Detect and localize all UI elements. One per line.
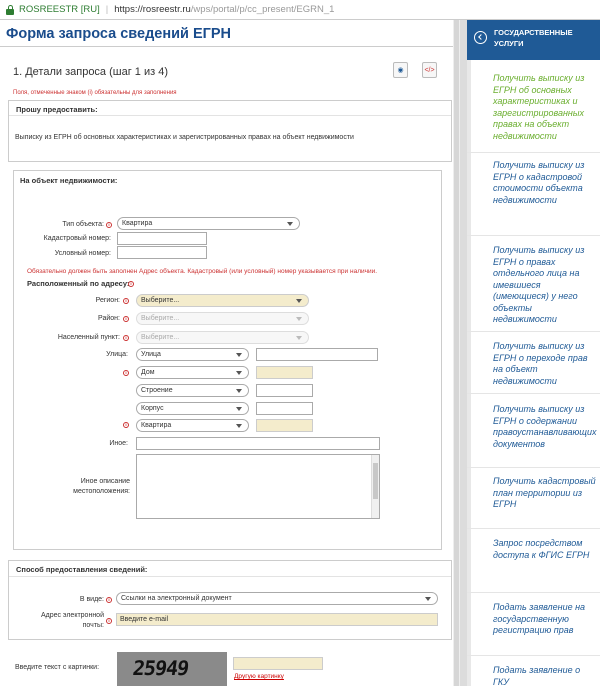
site-identity[interactable]: ROSREESTR [RU] — [19, 4, 100, 15]
address-bar[interactable] — [0, 0, 600, 20]
provide-divider — [9, 115, 451, 116]
provide-text: Выписку из ЕГРН об основных характеристиках и зарегистрированных правах на объект недвижимости — [15, 134, 354, 141]
sidebar-divider — [467, 528, 600, 529]
required-icon: i — [123, 335, 129, 341]
street-type-select[interactable]: Улица — [136, 348, 249, 361]
district-select[interactable]: Выберите... — [136, 312, 309, 325]
delivery-divider — [9, 576, 451, 577]
building-input[interactable] — [256, 384, 313, 397]
required-icon: i — [123, 370, 129, 376]
street-label: Улица: — [106, 351, 128, 358]
sidebar-item-documents[interactable]: Получить выписку из ЕГРН о содержании правоустанавливающих документов — [493, 404, 597, 449]
house-input[interactable] — [256, 366, 313, 379]
captcha-input[interactable] — [233, 657, 323, 670]
required-note: Поля, отмеченные знаком (i) обязательны для заполнения — [13, 90, 177, 96]
cadastral-input[interactable] — [117, 232, 207, 245]
captcha-image: 25949 — [117, 652, 227, 686]
sidebar — [467, 20, 600, 686]
address-warning: Обязательно должен быть заполнен Адрес объекта. Кадастровый (или условный) номер указывается при наличии. — [27, 268, 378, 275]
sidebar-item-fgis-access[interactable]: Запрос посредством доступа к ФГИС ЕГРН — [493, 538, 590, 560]
step-title: 1. Детали запроса (шаг 1 из 4) — [13, 66, 168, 78]
flat-input[interactable] — [256, 419, 313, 432]
sidebar-divider — [467, 592, 600, 593]
other-desc-textarea[interactable] — [136, 454, 380, 519]
conditional-input[interactable] — [117, 246, 207, 259]
cadastral-label: Кадастровый номер: — [43, 235, 111, 242]
url[interactable]: https://rosreestr.ru/wps/portal/p/cc_present/EGRN_1 — [114, 4, 335, 15]
provide-title: Прошу предоставить: — [16, 105, 98, 114]
region-label: Регион: — [95, 297, 120, 304]
required-icon: i — [106, 222, 112, 228]
sidebar-divider — [467, 331, 600, 332]
korpus-type-select[interactable]: Корпус — [136, 402, 249, 415]
required-icon: i — [123, 298, 129, 304]
captcha-label: Введите текст с картинки: — [15, 664, 100, 671]
locality-select[interactable]: Выберите... — [136, 331, 309, 344]
object-title: На объект недвижимости: — [20, 176, 118, 185]
textarea-scrollbar[interactable] — [371, 455, 379, 518]
building-type-select[interactable]: Строение — [136, 384, 249, 397]
flat-type-select[interactable]: Квартира — [136, 419, 249, 432]
lock-icon — [5, 5, 15, 15]
sidebar-header[interactable]: ГОСУДАРСТВЕННЫЕ УСЛУГИ — [467, 20, 600, 60]
sidebar-divider — [467, 467, 600, 468]
sidebar-divider — [467, 235, 600, 236]
address-title: Расположенный по адресу: — [27, 279, 130, 288]
sidebar-item-territory-plan[interactable]: Получить кадастровый план территории из ЕГРН — [493, 476, 596, 509]
page-title: Форма запроса сведений ЕГРН — [6, 26, 231, 42]
other-input[interactable] — [136, 437, 380, 450]
sidebar-divider — [467, 393, 600, 394]
required-icon: i — [106, 618, 112, 624]
column-separator — [460, 20, 467, 686]
sidebar-item-basic-extract[interactable]: Получить выписку из ЕГРН об основных характеристиках и зарегистрированных правах на объект недвижимости — [493, 73, 585, 141]
view-icon[interactable]: ◉ — [393, 62, 408, 78]
sidebar-item-registration[interactable]: Подать заявление на государственную регистрацию прав — [493, 602, 586, 635]
separator: | — [105, 4, 109, 15]
korpus-input[interactable] — [256, 402, 313, 415]
delivery-form-select[interactable]: Ссылки на электронный документ — [116, 592, 438, 605]
refresh-captcha-link[interactable]: Другую картинку — [234, 673, 284, 680]
sidebar-item-gku[interactable]: Подать заявление о ГКУ — [493, 665, 581, 686]
object-type-select[interactable]: Квартира — [117, 217, 300, 230]
code-icon[interactable]: </> — [422, 62, 437, 78]
title-divider — [0, 46, 453, 47]
object-type-label: Тип объекта: — [62, 221, 104, 228]
required-icon: i — [123, 316, 129, 322]
back-icon[interactable] — [474, 31, 487, 44]
other-label: Иное: — [109, 440, 128, 447]
district-label: Район: — [98, 315, 120, 322]
other-desc-label: Иное описание местоположения: — [73, 478, 130, 495]
required-icon: i — [123, 422, 129, 428]
street-input[interactable] — [256, 348, 378, 361]
house-type-select[interactable]: Дом — [136, 366, 249, 379]
conditional-label: Условный номер: — [54, 250, 111, 257]
email-input[interactable]: Введите e-mail — [116, 613, 438, 626]
region-select[interactable]: Выберите... — [136, 294, 309, 307]
sidebar-item-cadastral-value[interactable]: Получить выписку из ЕГРН о кадастровой стоимости объекта недвижимости — [493, 160, 585, 205]
page-scrollbar[interactable] — [453, 20, 460, 686]
required-icon: i — [106, 597, 112, 603]
sidebar-item-rights-transfer[interactable]: Получить выписку из ЕГРН о переходе прав на объект недвижимости — [493, 341, 588, 386]
delivery-form-label: В виде: — [79, 596, 104, 603]
delivery-title: Способ предоставления сведений: — [16, 565, 148, 574]
required-icon: i — [128, 281, 134, 287]
sidebar-item-person-rights[interactable]: Получить выписку из ЕГРН о правах отдельного лица на имевшиеся (имеющиеся) у него объекты недвижимости — [493, 245, 585, 324]
email-label: Адрес электронной почты: — [40, 612, 104, 629]
locality-label: Населенный пункт: — [57, 334, 120, 341]
sidebar-divider — [467, 152, 600, 153]
sidebar-divider — [467, 655, 600, 656]
